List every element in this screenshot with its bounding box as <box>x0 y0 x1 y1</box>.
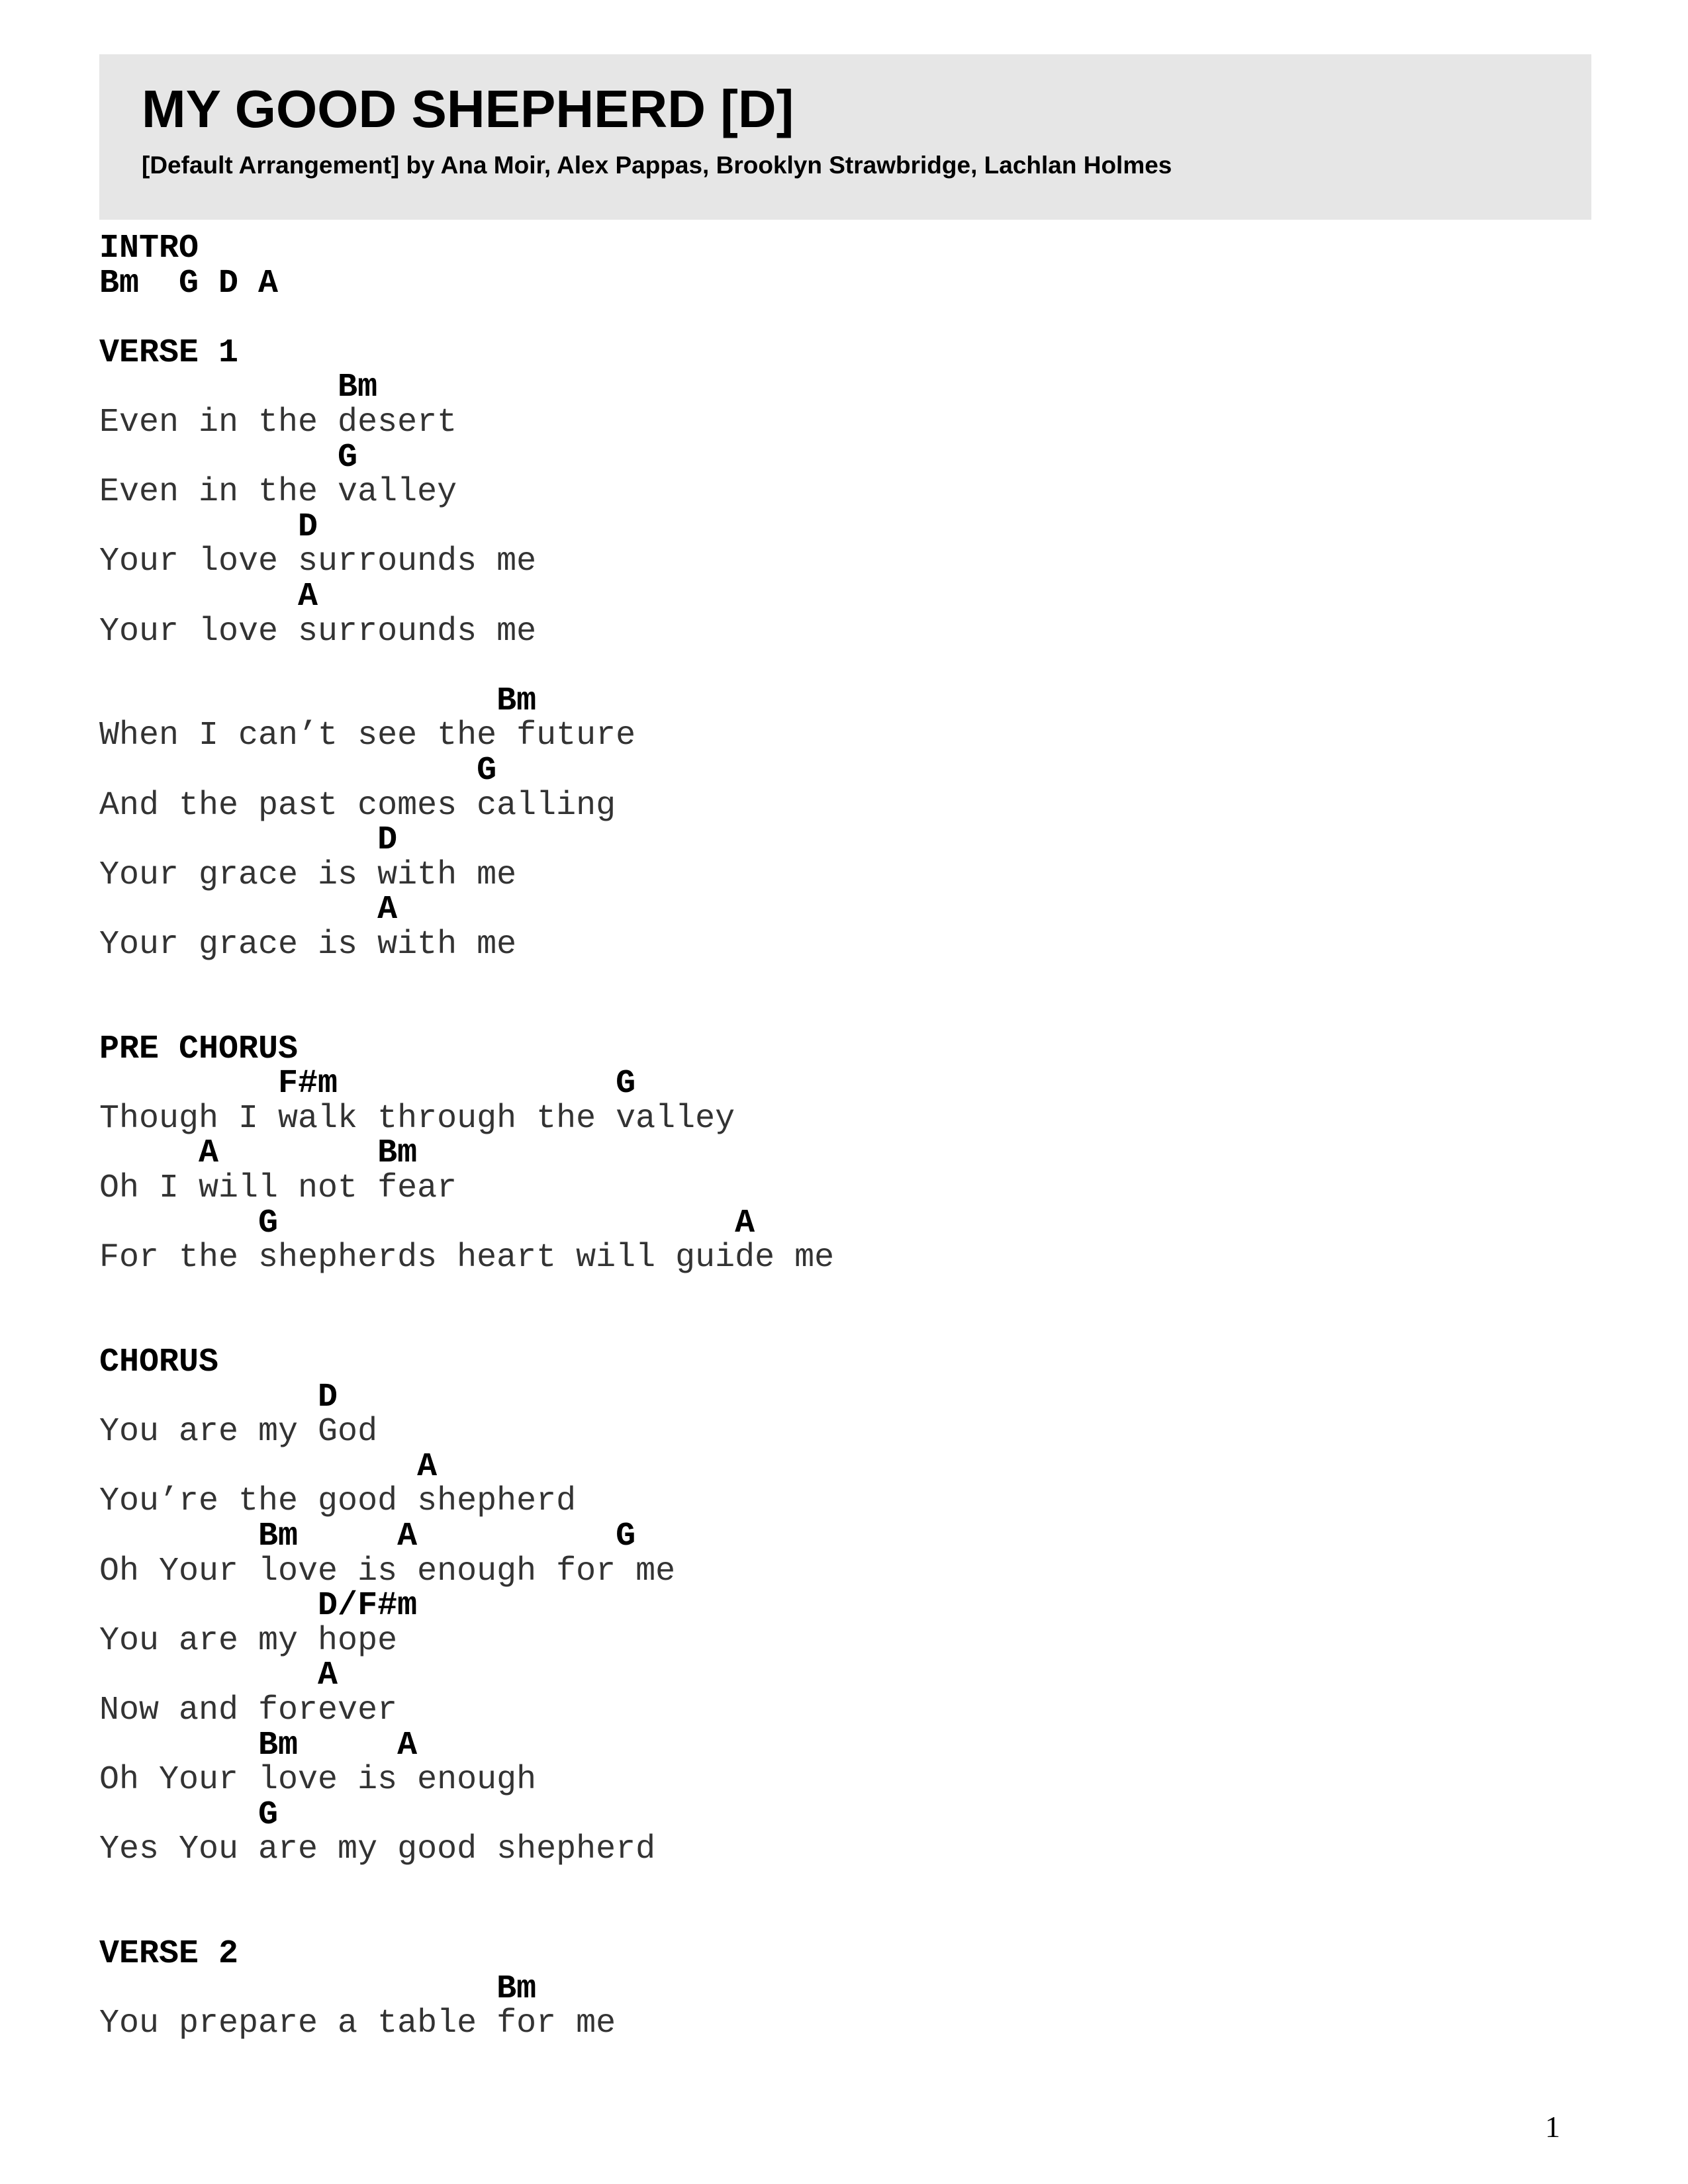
lyric-line: You are my God <box>99 1413 378 1451</box>
chord-line: Bm <box>99 369 378 407</box>
chord-line: D <box>99 1378 338 1416</box>
chord-line: G <box>99 438 358 477</box>
lyric-line: Your love surrounds me <box>99 612 537 651</box>
chord-line: G A <box>99 1204 755 1242</box>
lyric-line: Oh Your love is enough for me <box>99 1552 676 1590</box>
chord-line: Bm A G <box>99 1517 636 1555</box>
chord-line: Bm <box>99 1970 537 2008</box>
chord-line: D/F#m <box>99 1587 418 1625</box>
lyric-line: Now and forever <box>99 1691 398 1729</box>
lyric-line: Oh I will not fear <box>99 1169 457 1208</box>
chord-line: F#m G <box>99 1065 636 1103</box>
blank-line <box>99 301 1556 336</box>
section-heading: VERSE 2 <box>99 1935 239 1974</box>
blank-line <box>99 997 1556 1032</box>
chord-line: A <box>99 891 398 929</box>
chord-line: D <box>99 821 398 860</box>
lyric-line: For the shepherds heart will guide me <box>99 1239 835 1277</box>
section-heading: VERSE 1 <box>99 334 239 372</box>
chord-line: A <box>99 1657 338 1695</box>
chord-line: A Bm <box>99 1134 418 1173</box>
blank-line <box>99 1310 1556 1345</box>
lyric-line: Your grace is with me <box>99 925 517 964</box>
blank-line <box>99 1868 1556 1903</box>
page-number: 1 <box>1545 2110 1560 2144</box>
blank-line <box>99 1903 1556 1938</box>
song-credits: [Default Arrangement] by Ana Moir, Alex Pappas, Brooklyn Strawbridge, Lachlan Holmes <box>142 152 1172 179</box>
lyric-line: Even in the valley <box>99 473 457 512</box>
chord-sheet <box>99 232 1556 2042</box>
chord-line: A <box>99 577 318 615</box>
lyric-line: Yes You are my good shepherd <box>99 1831 656 1869</box>
chord-line: G <box>99 1796 279 1834</box>
chord-line: Bm G D A <box>99 264 279 302</box>
song-title: MY GOOD SHEPHERD [D] <box>142 79 794 138</box>
chord-line: G <box>99 751 497 790</box>
lyric-line: And the past comes calling <box>99 786 616 825</box>
lyric-line: You prepare a table for me <box>99 2005 616 2043</box>
section-heading: PRE CHORUS <box>99 1030 299 1068</box>
lyric-line: Your grace is with me <box>99 856 517 894</box>
lyric-line: When I can’t see the future <box>99 717 636 755</box>
blank-line <box>99 649 1556 684</box>
song-header <box>99 54 1591 220</box>
chord-line: Bm <box>99 682 537 720</box>
lyric-line: You’re the good shepherd <box>99 1482 577 1521</box>
chord-line: Bm A <box>99 1726 418 1764</box>
lyric-line: Oh Your love is enough <box>99 1761 537 1799</box>
lyric-line: You are my hope <box>99 1621 398 1660</box>
section-heading: INTRO <box>99 230 199 267</box>
lyric-line: Even in the desert <box>99 403 457 441</box>
chord-line: D <box>99 508 318 546</box>
section-heading: CHORUS <box>99 1343 219 1381</box>
lyric-line: Though I walk through the valley <box>99 1099 735 1138</box>
chord-line: A <box>99 1447 438 1486</box>
lyric-line: Your love surrounds me <box>99 543 537 581</box>
blank-line <box>99 1276 1556 1311</box>
blank-line <box>99 962 1556 997</box>
